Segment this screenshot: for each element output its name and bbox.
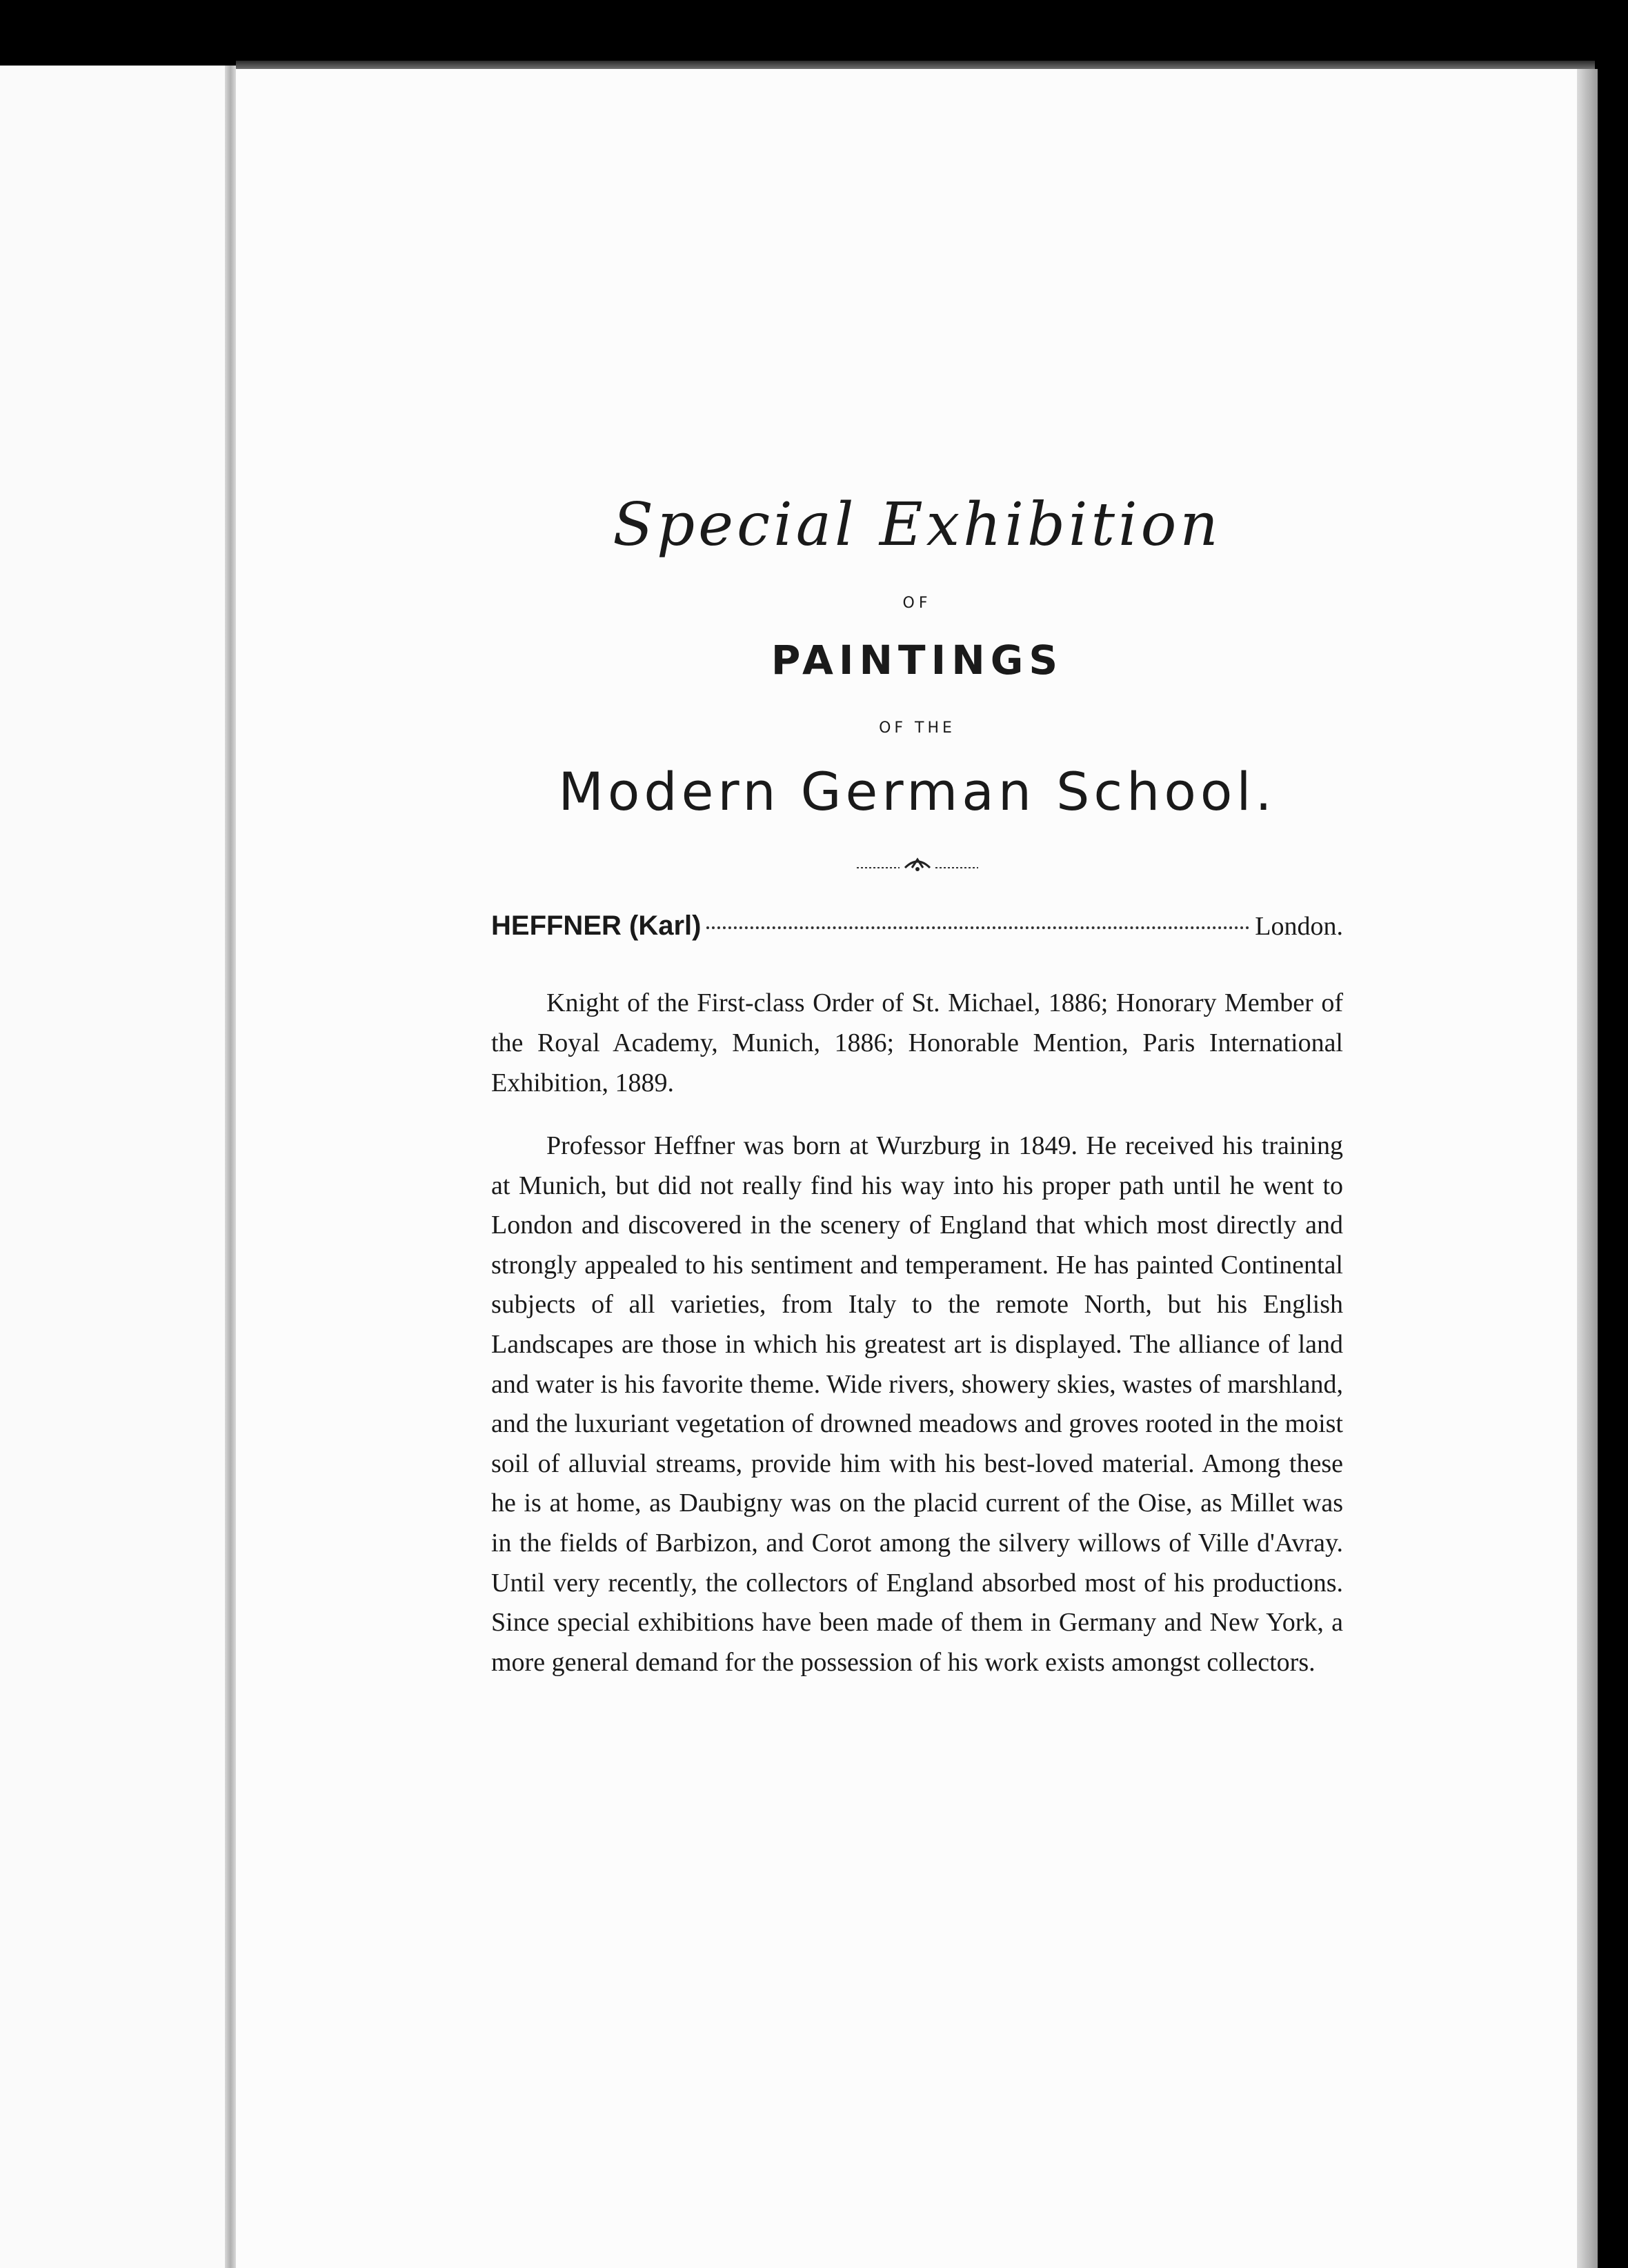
dot-leader	[706, 926, 1249, 929]
artist-honors: Knight of the First-class Order of St. Michael, 1886; Honorary Member of the Royal Academy, Munich, 1886; Honorable Mention, Paris International Exhibition, 1889.	[491, 988, 1343, 1097]
artist-name: HEFFNER (Karl)	[491, 911, 702, 941]
artist-biography: Professor Heffner was born at Wurzburg in 1849. He received his training at Munich, but did not really find his way into his proper path until he went to London and discovered in the scenery of England that which most directly and strongly appealed to his sentiment and temperament. He has painted Continental subjects of all varieties, from Italy to the remote North, but his English Landscapes are those in which his greatest art is displayed. The alliance of land and water is his favorite theme. Wide rivers, showery skies, wastes of marshland, and the luxuriant vegetation of drowned meadows and groves rooted in the moist soil of alluvial streams, provide him with his best-loved material. Among these he is at home, as Daubigny was on the placid current of the Oise, as Millet was in the fields of Barbizon, and Corot among the silvery willows of Ville d'Avray. Until very recently, the collectors of England absorbed most of his productions. Since special exhibitions have been made of them in Germany and New York, a more general demand for the possession of his work exists amongst collectors.	[491, 1131, 1343, 1677]
school-title: Modern German School.	[558, 761, 1276, 822]
artist-entry	[491, 911, 1343, 952]
artist-city: London.	[1255, 912, 1343, 941]
of-the-label: OF THE	[879, 719, 955, 737]
ornament-divider-icon	[857, 854, 978, 875]
left-page	[0, 66, 233, 2268]
paintings-heading: PAINTINGS	[771, 637, 1064, 684]
exhibition-title: Special Exhibition	[613, 490, 1222, 559]
of-label: OF	[902, 595, 932, 612]
page-right-edge	[1577, 69, 1598, 2268]
